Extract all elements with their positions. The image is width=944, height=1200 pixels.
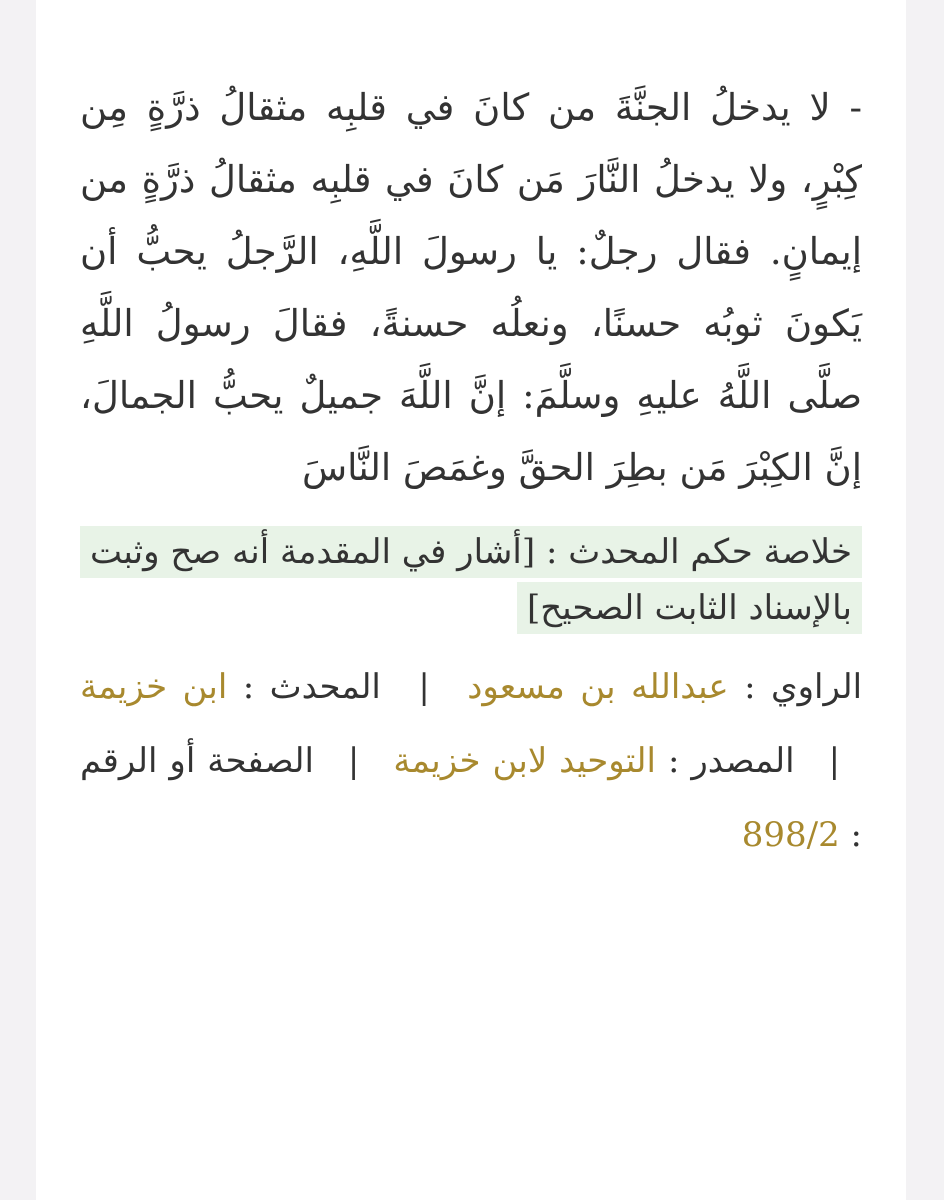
narrator-link[interactable]: عبدالله بن مسعود bbox=[467, 667, 729, 707]
hadith-text: - لا يدخلُ الجنَّةَ من كانَ في قلبِه مثقالُ ذرَّةٍ مِن كِبْرٍ، ولا يدخلُ النَّارَ مَن كانَ في قلبِه مثقالُ ذرَّةٍ من إيمانٍ. فقال رجلٌ: يا رسولَ اللَّهِ، الرَّجلُ يحبُّ أن يَكونَ ثوبُه حسنًا، ونعلُه حسنةً، فقالَ رسولُ اللَّهِ صلَّى اللَّهُ عليهِ وسلَّمَ: إنَّ اللَّهَ جميلٌ يحبُّ الجمالَ، إنَّ الكِبْرَ مَن بطِرَ الحقَّ وغمَصَ النَّاسَ bbox=[80, 86, 862, 489]
narrator-label: الراوي : bbox=[744, 667, 863, 707]
separator: | bbox=[828, 741, 841, 781]
verdict-highlight bbox=[80, 526, 862, 634]
separator: | bbox=[418, 667, 430, 707]
verdict bbox=[80, 524, 862, 636]
verdict-label: خلاصة حكم المحدث : bbox=[545, 532, 852, 572]
source-label: المصدر : bbox=[667, 741, 795, 781]
muhaddith-link[interactable]: ابن خزيمة bbox=[80, 667, 228, 707]
source-link[interactable]: التوحيد لابن خزيمة bbox=[393, 741, 656, 781]
page-number-value: 898/2 bbox=[741, 815, 840, 855]
muhaddith-label: المحدث : bbox=[242, 667, 381, 707]
verdict-text: [أشار في المقدمة أنه صح وثبت بالإسناد الثابت الصحيح] bbox=[90, 532, 852, 628]
hadith-metadata bbox=[80, 650, 862, 872]
page bbox=[36, 0, 906, 1200]
hadith-card bbox=[80, 72, 862, 872]
separator: | bbox=[347, 741, 360, 781]
page-number-label: الصفحة أو الرقم : bbox=[80, 741, 862, 855]
